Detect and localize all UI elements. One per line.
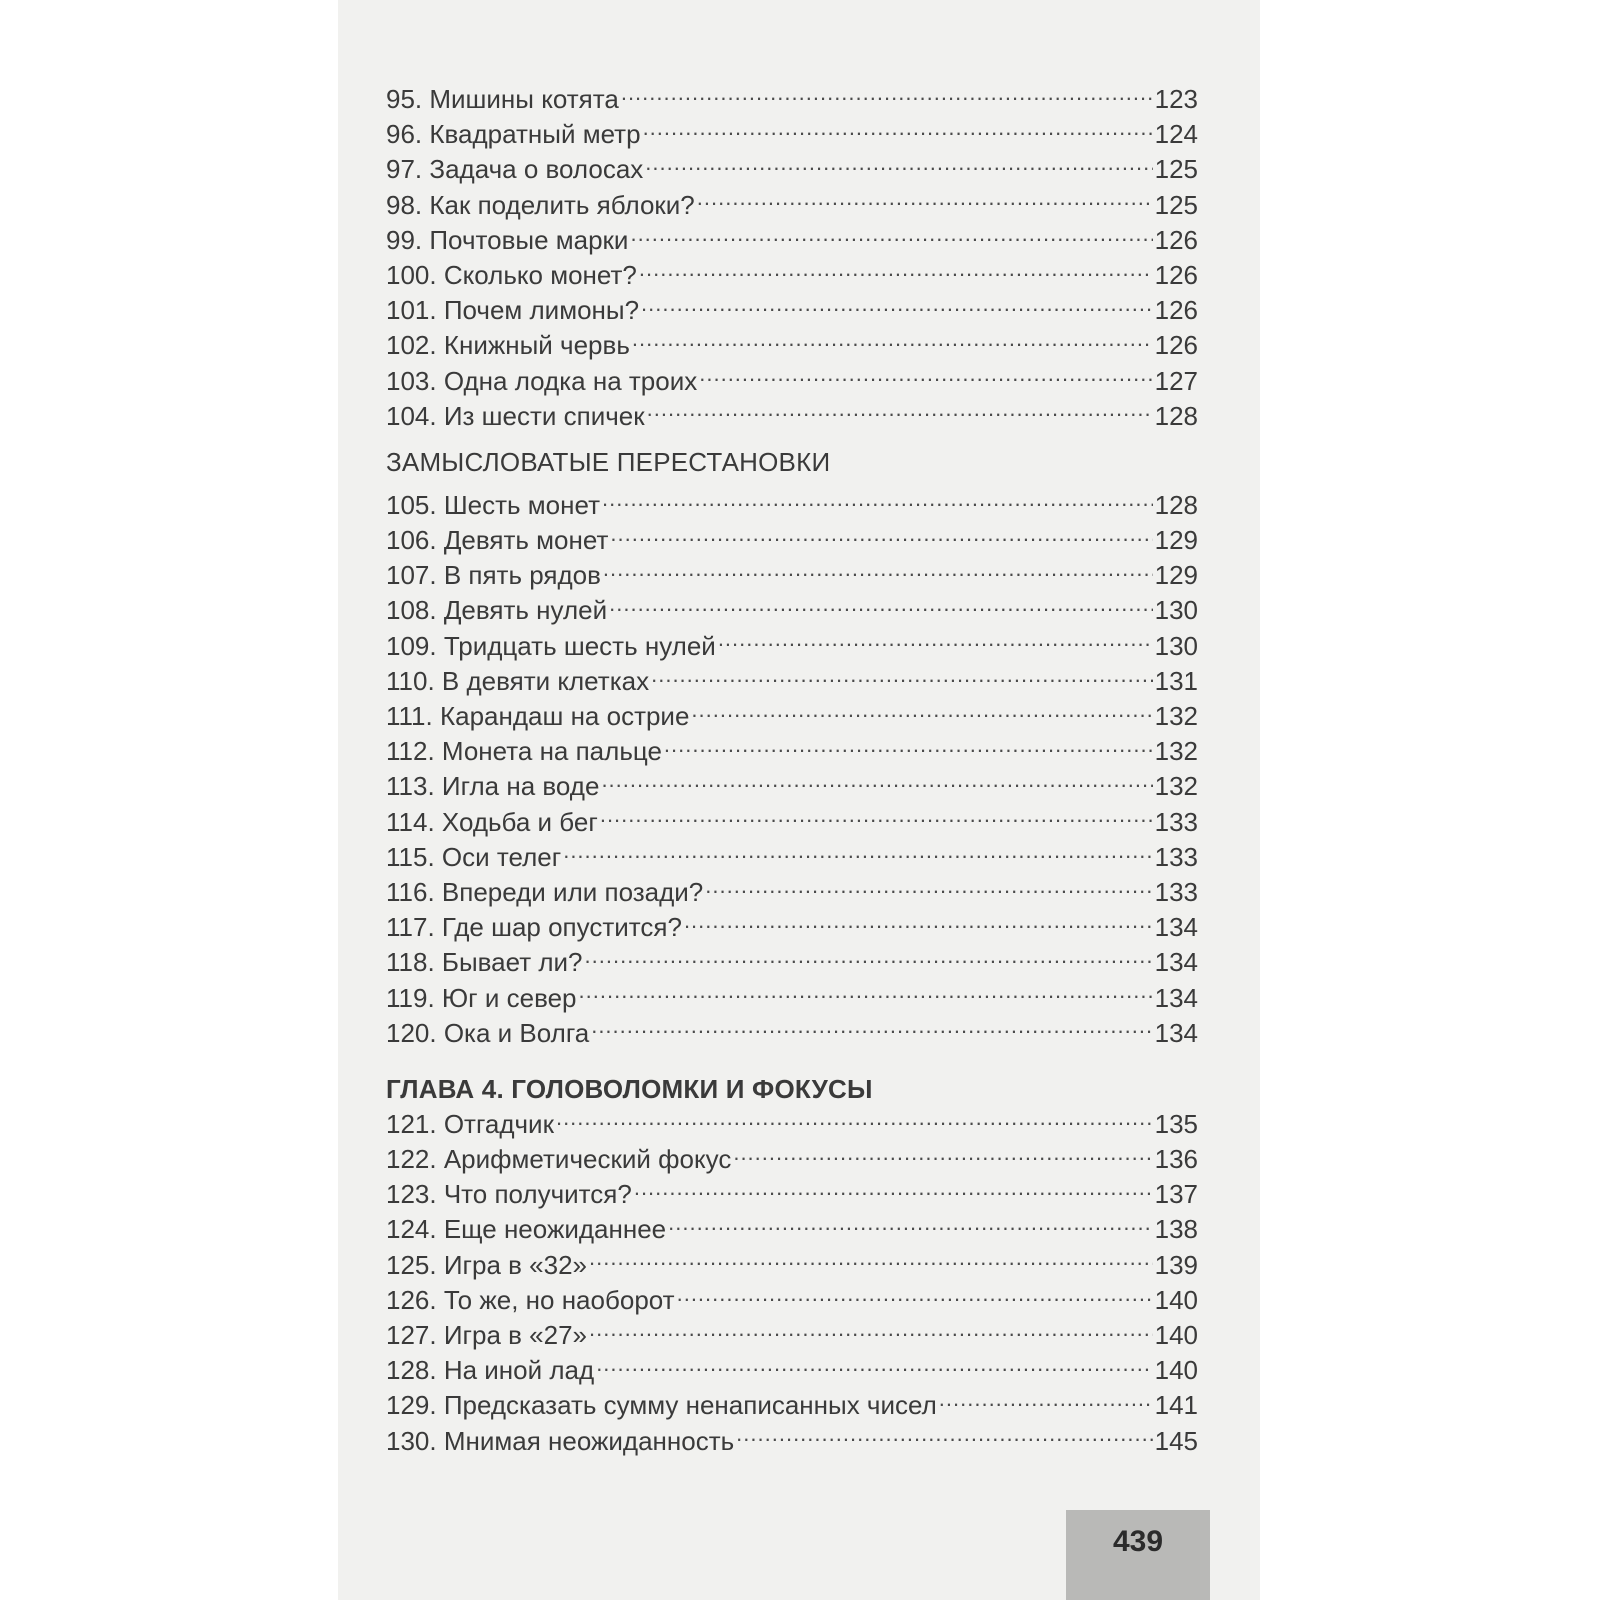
book-page bbox=[338, 0, 1260, 1600]
toc-entry bbox=[386, 769, 1198, 804]
toc-entry bbox=[386, 805, 1198, 840]
toc-entry-title: 119. Юг и север bbox=[386, 982, 577, 1013]
dot-leader bbox=[664, 736, 1153, 762]
toc-entry bbox=[386, 1388, 1198, 1423]
toc-entry bbox=[386, 558, 1198, 593]
toc-entry bbox=[386, 328, 1198, 363]
toc-entry bbox=[386, 82, 1198, 117]
dot-leader bbox=[651, 666, 1153, 692]
toc-entry-page: 134 bbox=[1154, 982, 1198, 1013]
toc-entry-title: 121. Отгадчик bbox=[386, 1108, 554, 1139]
toc-entry bbox=[386, 629, 1198, 664]
toc-entry bbox=[386, 488, 1198, 523]
toc-entry bbox=[386, 258, 1198, 293]
dot-leader bbox=[591, 1018, 1152, 1044]
toc-entry bbox=[386, 664, 1198, 699]
dot-leader bbox=[621, 84, 1153, 110]
toc-entry-title: 96. Квадратный метр bbox=[386, 119, 641, 150]
toc-entry-title: 101. Почем лимоны? bbox=[386, 295, 640, 326]
toc-entry-title: 111. Карандаш на острие bbox=[386, 701, 690, 731]
chapter-heading: ГЛАВА 4. ГОЛОВОЛОМКИ И ФОКУСЫ bbox=[386, 1073, 873, 1104]
dot-leader bbox=[601, 771, 1152, 797]
toc-entry bbox=[386, 1107, 1198, 1142]
toc-entry-page: 126 bbox=[1154, 295, 1198, 326]
toc-entry bbox=[386, 1353, 1198, 1388]
dot-leader bbox=[632, 330, 1153, 356]
toc-section bbox=[386, 82, 1198, 434]
page-number-badge: 439 bbox=[1066, 1510, 1210, 1600]
dot-leader bbox=[699, 366, 1152, 392]
toc-entry-page: 129 bbox=[1154, 560, 1198, 591]
dot-leader bbox=[596, 1355, 1152, 1381]
toc-entry bbox=[386, 593, 1198, 628]
toc-entry-page: 135 bbox=[1154, 1108, 1198, 1139]
dot-leader bbox=[697, 190, 1153, 216]
toc-entry-title: 124. Еще неожиданнее bbox=[386, 1214, 667, 1245]
toc-entry-title: 102. Книжный червь bbox=[386, 330, 630, 361]
toc-section bbox=[386, 1071, 1198, 1459]
dot-leader bbox=[718, 631, 1153, 657]
toc-entry-page: 123 bbox=[1154, 84, 1198, 114]
toc-entry-title: 127. Игра в «27» bbox=[386, 1320, 588, 1350]
toc-entry-page: 132 bbox=[1154, 736, 1198, 767]
dot-leader bbox=[609, 595, 1152, 621]
toc-entry bbox=[386, 1016, 1198, 1051]
dot-leader bbox=[684, 912, 1153, 938]
toc-entry-page: 128 bbox=[1154, 489, 1198, 520]
toc-entry bbox=[386, 910, 1198, 945]
toc-entry-page: 145 bbox=[1154, 1425, 1198, 1456]
toc-entry-title: 114. Ходьба и бег bbox=[386, 806, 598, 837]
toc-entry-title: 130. Мнимая неожиданность bbox=[386, 1425, 735, 1456]
toc-entry-title: 129. Предсказать сумму ненаписанных чисел bbox=[386, 1390, 937, 1421]
toc-entry bbox=[386, 1248, 1198, 1283]
dot-leader bbox=[645, 154, 1152, 180]
toc-entry-page: 124 bbox=[1154, 119, 1198, 150]
dot-leader bbox=[677, 1285, 1153, 1311]
toc-entry bbox=[386, 293, 1198, 328]
toc-entry-page: 132 bbox=[1154, 701, 1198, 731]
toc-entry bbox=[386, 399, 1198, 434]
toc-entry-page: 140 bbox=[1154, 1320, 1198, 1350]
toc-entry bbox=[386, 364, 1198, 399]
toc-entry-page: 126 bbox=[1154, 224, 1198, 255]
toc-entry-page: 133 bbox=[1154, 806, 1198, 837]
toc-entry-page: 132 bbox=[1154, 771, 1198, 802]
toc-entry-title: 107. В пять рядов bbox=[386, 560, 601, 591]
toc-entry-page: 137 bbox=[1154, 1179, 1198, 1210]
toc-entry bbox=[386, 152, 1198, 187]
toc-entry-title: 103. Одна лодка на троих bbox=[386, 365, 698, 396]
toc-entry-page: 138 bbox=[1154, 1214, 1198, 1245]
toc-entry-title: 110. В девяти клетках bbox=[386, 665, 650, 696]
toc-entry-page: 141 bbox=[1154, 1390, 1198, 1421]
dot-leader bbox=[603, 560, 1153, 586]
dot-leader bbox=[643, 119, 1153, 145]
toc-entry-page: 133 bbox=[1154, 876, 1198, 907]
dot-leader bbox=[589, 1320, 1153, 1346]
toc-entry-title: 99. Почтовые марки bbox=[386, 224, 629, 255]
toc-entry-page: 125 bbox=[1154, 189, 1198, 220]
dot-leader bbox=[647, 401, 1153, 427]
toc-entry-page: 126 bbox=[1154, 259, 1198, 290]
toc-entry-page: 134 bbox=[1154, 912, 1198, 943]
toc-entry-title: 105. Шесть монет bbox=[386, 489, 600, 520]
dot-leader bbox=[600, 807, 1153, 833]
toc-entry-title: 113. Игла на воде bbox=[386, 771, 600, 802]
toc-entry-title: 97. Задача о волосах bbox=[386, 154, 644, 185]
dot-leader bbox=[639, 260, 1153, 286]
toc-entry-title: 95. Мишины котята bbox=[386, 84, 619, 114]
toc-entry-title: 120. Ока и Волга bbox=[386, 1017, 590, 1048]
toc-entry-page: 139 bbox=[1154, 1249, 1198, 1280]
toc-entry-title: 116. Впереди или позади? bbox=[386, 876, 704, 907]
dot-leader bbox=[736, 1426, 1152, 1452]
toc-entry bbox=[386, 223, 1198, 258]
toc-entry-page: 134 bbox=[1154, 947, 1198, 978]
toc-entry-title: 118. Бывает ли? bbox=[386, 947, 583, 978]
toc-entry-title: 115. Оси телег bbox=[386, 841, 562, 872]
toc-section bbox=[386, 442, 1198, 1051]
dot-leader bbox=[641, 295, 1153, 321]
toc-entry-page: 130 bbox=[1154, 595, 1198, 626]
toc-entry-title: 117. Где шар опустится? bbox=[386, 912, 682, 943]
toc-entry-title: 112. Монета на пальце bbox=[386, 736, 662, 767]
toc-entry-title: 122. Арифметический фокус bbox=[386, 1144, 732, 1175]
toc-entry bbox=[386, 523, 1198, 558]
toc-entry-title: 104. Из шести спичек bbox=[386, 400, 645, 431]
toc-entry bbox=[386, 1177, 1198, 1212]
toc-entry-page: 125 bbox=[1154, 154, 1198, 185]
toc-entry-page: 127 bbox=[1154, 365, 1198, 396]
toc-entry-page: 129 bbox=[1154, 525, 1198, 556]
toc-entry-page: 140 bbox=[1154, 1355, 1198, 1386]
dot-leader bbox=[563, 842, 1152, 868]
toc-entry-title: 123. Что получится? bbox=[386, 1179, 632, 1210]
table-of-contents bbox=[386, 82, 1198, 1459]
toc-entry bbox=[386, 117, 1198, 152]
dot-leader bbox=[705, 877, 1152, 903]
toc-entry bbox=[386, 188, 1198, 223]
toc-entry-page: 131 bbox=[1154, 665, 1198, 696]
toc-entry bbox=[386, 1318, 1198, 1353]
dot-leader bbox=[556, 1109, 1153, 1135]
toc-entry-page: 130 bbox=[1154, 630, 1198, 661]
toc-entry bbox=[386, 1212, 1198, 1247]
dot-leader bbox=[610, 525, 1152, 551]
dot-leader bbox=[691, 701, 1152, 727]
toc-entry-title: 106. Девять монет bbox=[386, 525, 609, 556]
toc-entry bbox=[386, 875, 1198, 910]
dot-leader bbox=[939, 1390, 1153, 1416]
dot-leader bbox=[579, 983, 1153, 1009]
dot-leader bbox=[602, 490, 1153, 516]
toc-entry-page: 136 bbox=[1154, 1144, 1198, 1175]
dot-leader bbox=[630, 225, 1152, 251]
dot-leader bbox=[733, 1144, 1152, 1170]
toc-entry-page: 126 bbox=[1154, 330, 1198, 361]
toc-entry bbox=[386, 1142, 1198, 1177]
toc-entry-page: 134 bbox=[1154, 1017, 1198, 1048]
toc-entry-title: 108. Девять нулей bbox=[386, 595, 608, 626]
toc-entry bbox=[386, 699, 1198, 734]
toc-entry bbox=[386, 840, 1198, 875]
toc-entry-title: 128. На иной лад bbox=[386, 1355, 595, 1386]
toc-entry-page: 133 bbox=[1154, 841, 1198, 872]
toc-entry-title: 125. Игра в «32» bbox=[386, 1249, 588, 1280]
dot-leader bbox=[585, 947, 1153, 973]
toc-entry-page: 140 bbox=[1154, 1284, 1198, 1315]
dot-leader bbox=[589, 1250, 1153, 1276]
toc-entry-title: 100. Сколько монет? bbox=[386, 259, 637, 290]
toc-entry-title: 109. Тридцать шесть нулей bbox=[386, 630, 716, 661]
toc-entry-title: 98. Как поделить яблоки? bbox=[386, 189, 695, 220]
toc-entry bbox=[386, 734, 1198, 769]
toc-entry bbox=[386, 1283, 1198, 1318]
section-heading: ЗАМЫСЛОВАТЫЕ ПЕРЕСТАНОВКИ bbox=[386, 446, 831, 477]
toc-entry-page: 128 bbox=[1154, 400, 1198, 431]
dot-leader bbox=[668, 1214, 1152, 1240]
toc-entry bbox=[386, 981, 1198, 1016]
toc-entry bbox=[386, 1424, 1198, 1459]
dot-leader bbox=[634, 1179, 1153, 1205]
toc-entry bbox=[386, 945, 1198, 980]
toc-entry-title: 126. То же, но наоборот bbox=[386, 1284, 675, 1315]
